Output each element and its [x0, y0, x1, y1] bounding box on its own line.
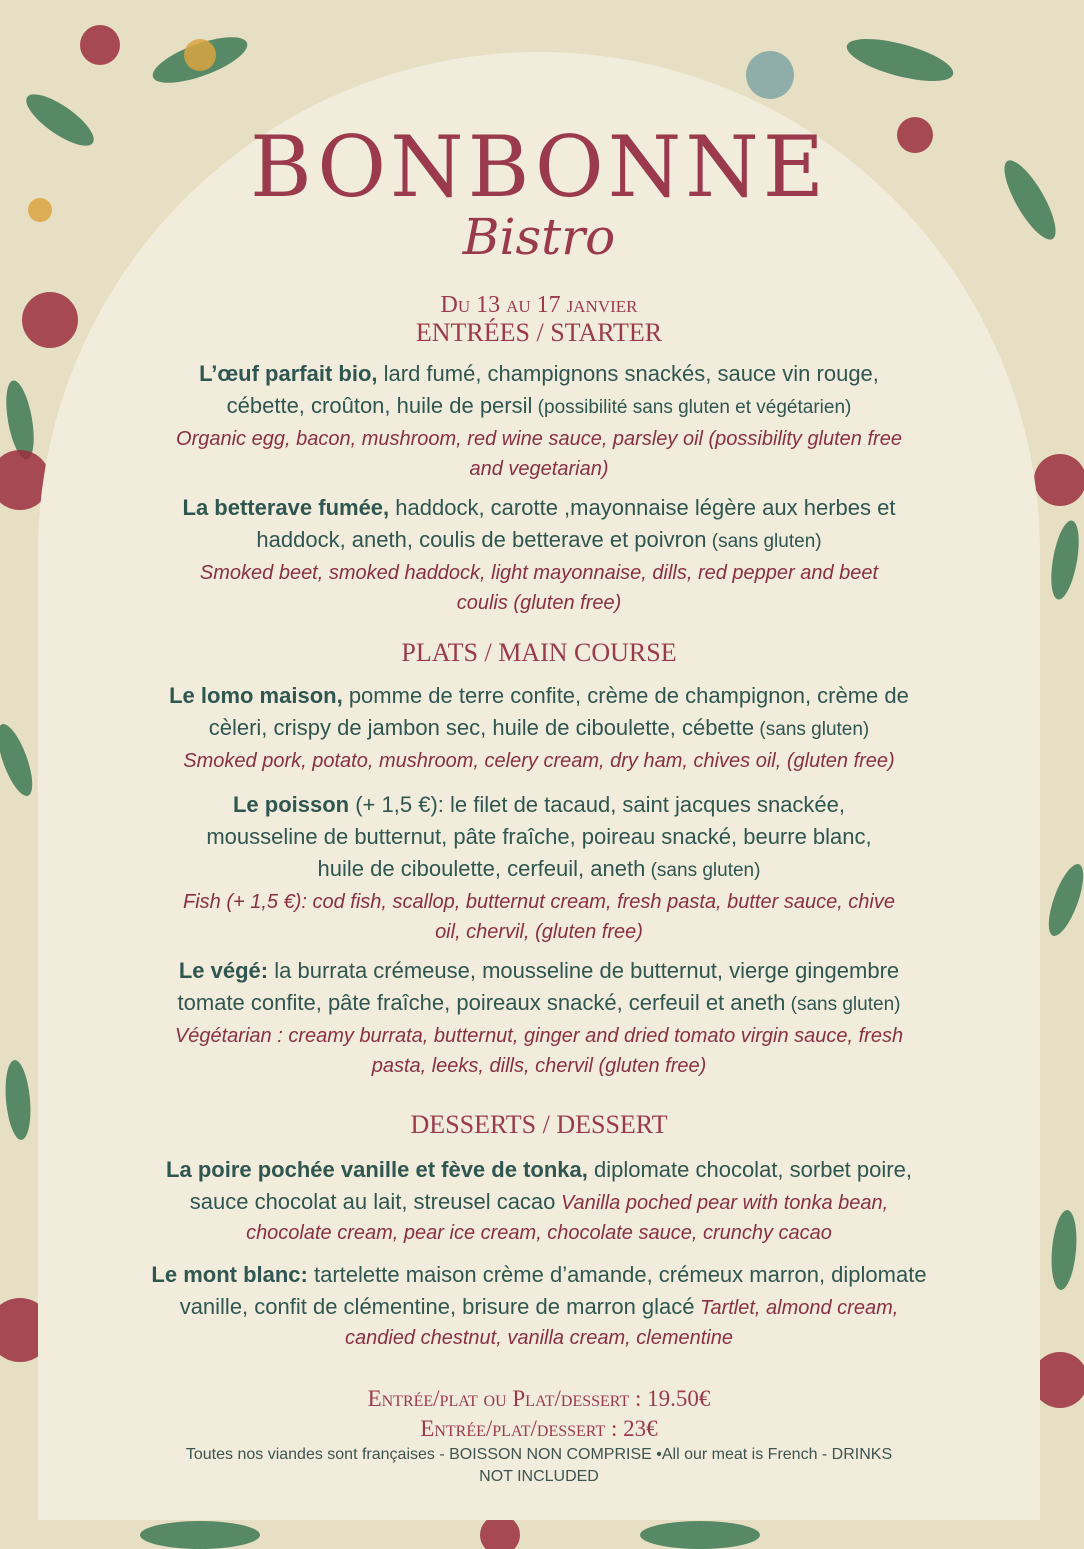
item-name: La poire pochée vanille et fève de tonka, — [166, 1157, 588, 1182]
item-name: La betterave fumée, — [182, 495, 390, 520]
menu-item: Le végé: la burrata crémeuse, mousseline de butternut, vierge gingembre tomate confite, pâte fraîche, poireaux snacké, cerfeuil et aneth (sans gluten) Végétarian : creamy burrata, butternut, ginger and dried tomato virgin sauce, fresh pasta, leeks, dills, chervil (gluten free) — [174, 958, 904, 1077]
item-name: Le mont blanc: — [151, 1262, 308, 1287]
item-name: Le lomo maison, — [169, 683, 343, 708]
section-title-mains: PLATS / MAIN COURSE — [401, 638, 677, 667]
brand-title: BONBONNE — [249, 118, 829, 216]
item-name: L’œuf parfait bio, — [199, 361, 378, 386]
menu-item: La betterave fumée, haddock, carotte ,mayonnaise légère aux herbes et haddock, aneth, coulis de betterave et poivron (sans gluten) Smoked beet, smoked haddock, light mayonnaise, dills, red pepper and beet coulis (gluten free) — [182, 495, 896, 614]
price-three-courses: Entrée/plat/dessert : 23€ — [420, 1416, 658, 1441]
menu-item: Le lomo maison, pomme de terre confite, crème de champignon, crème de cèleri, crispy de jambon sec, huile de ciboulette, cébette (sans gluten) Smoked pork, potato, mushroom, celery cream, dry ham, chives oil, (gluten free) — [169, 683, 909, 772]
item-name: Le poisson — [232, 792, 350, 817]
price-two-courses: Entrée/plat ou Plat/dessert : 19.50€ — [367, 1386, 711, 1411]
section-title-desserts: DESSERTS / DESSERT — [410, 1110, 668, 1139]
footer-note: Toutes nos viandes sont françaises - BOISSON NON COMPRISE •All our meat is French - DRINKS NOT INCLUDED — [185, 1446, 893, 1485]
menu-item: L’œuf parfait bio, lard fumé, champignons snackés, sauce vin rouge, cébette, croûton, huile de persil (possibilité sans gluten et végétarien) Organic egg, bacon, mushroom, red wine sauce, parsley oil (possibility gluten free and vegetarian) — [176, 361, 902, 480]
section-title-starters: ENTRÉES / STARTER — [415, 318, 663, 347]
menu-dates: Du 13 au 17 janvier — [440, 292, 638, 318]
item-name: Le végé: — [178, 958, 269, 983]
menu-item: La poire pochée vanille et fève de tonka, diplomate chocolat, sorbet poire, sauce chocolat au lait, streusel cacao Vanilla poched pear with tonka bean, chocolate cream, pear ice cream, chocolate sauce, crunchy cacao — [166, 1157, 912, 1244]
menu-item: Le mont blanc: tartelette maison crème d’amande, crémeux marron, diplomate vanille, confit de clémentine, brisure de marron glacé Tartlet, almond cream, candied chestnut, vanilla cream, clementine — [151, 1262, 927, 1349]
brand-subtitle: Bistro — [462, 208, 616, 266]
menu-item: Le poisson (+ 1,5 €): le filet de tacaud, saint jacques snackée, mousseline de butternut, pâte fraîche, poireau snacké, beurre blanc, huile de ciboulette, cerfeuil, aneth (sans gluten) Fish (+ 1,5 €): cod fish, scallop, butternut cream, fresh pasta, butter sauce, chive oil, chervil, (gluten free) — [182, 792, 895, 943]
